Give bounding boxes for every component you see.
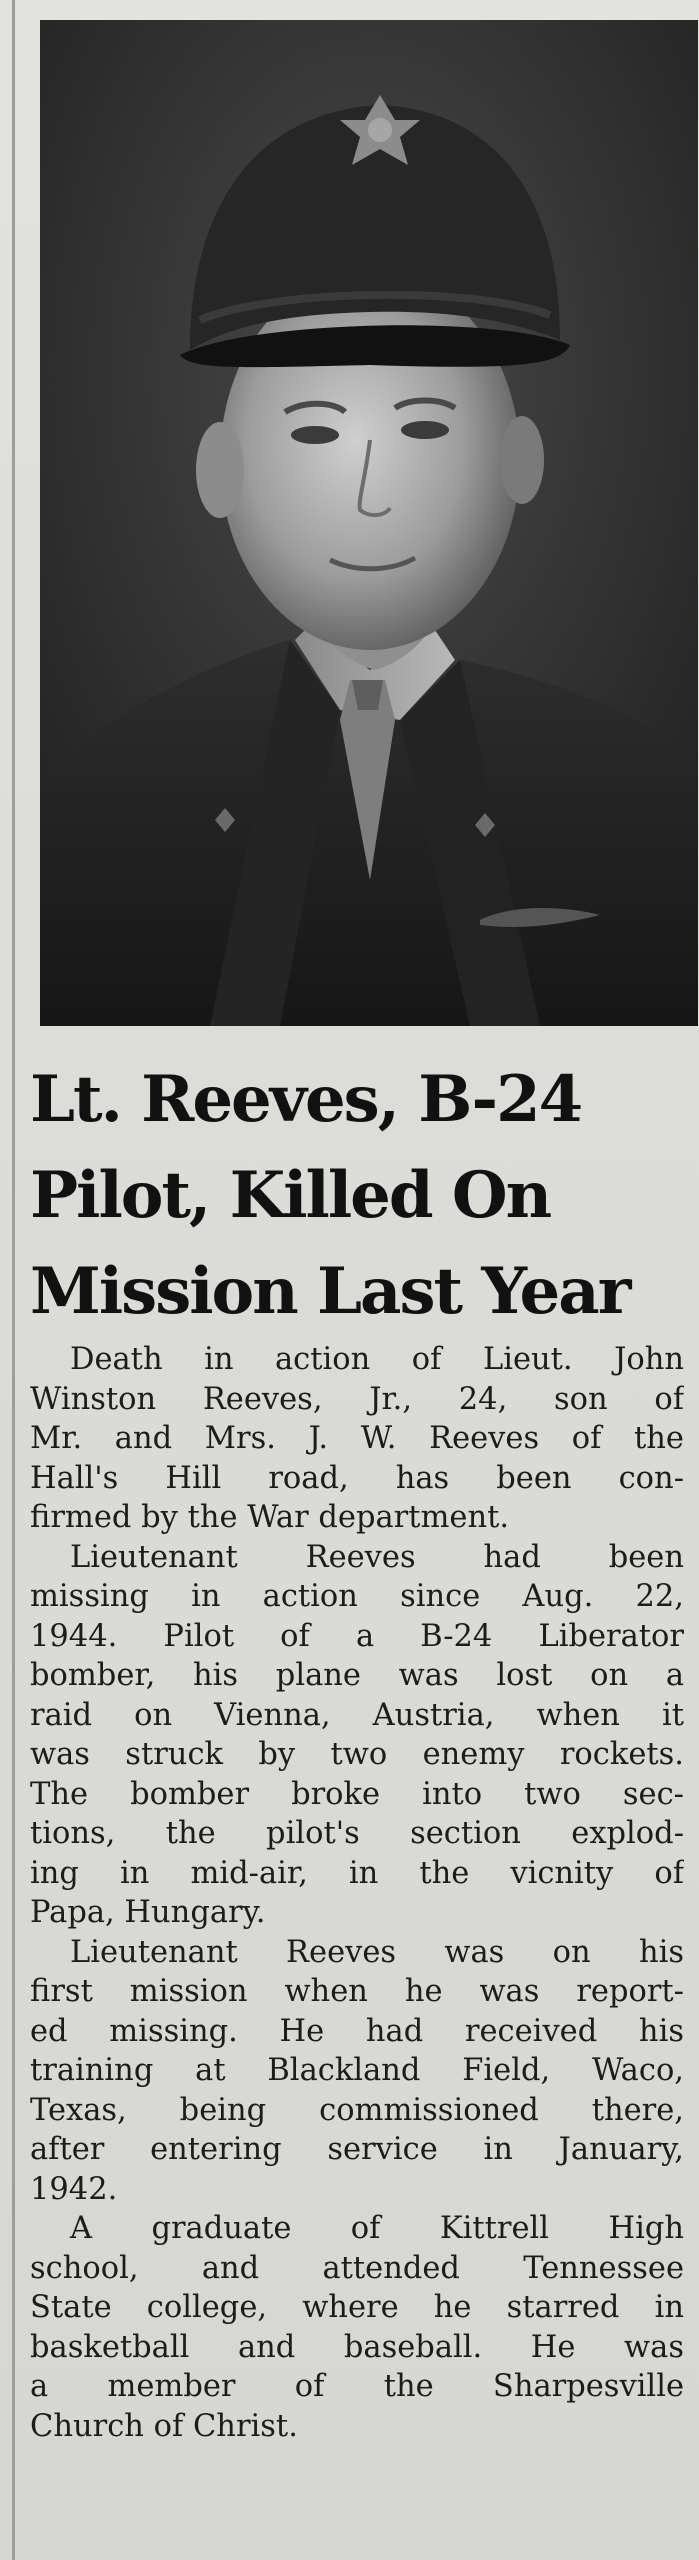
article-line: first mission when he was report- [30,1974,684,2009]
column-rule [12,0,15,2560]
article-line: missing in action since Aug. 22, [30,1579,684,1614]
headline-line: Lt. Reeves, B-24 [30,1062,582,1137]
headline [30,1052,690,1340]
article-line: Church of Christ. [30,2408,298,2444]
article-line: Lieutenant Reeves was on his [70,1934,684,1970]
article-line: ed missing. He had received his [30,2013,684,2049]
article-line: 1942. [30,2171,118,2207]
article-line: Papa, Hungary. [30,1895,266,1930]
article-line: training at Blackland Field, Waco, [30,2053,684,2088]
article-line: Winston Reeves, Jr., 24, son of [30,1381,684,1417]
article-line: Death in action of Lieut. John [70,1342,684,1377]
headline-line: Pilot, Killed On [30,1158,551,1233]
article-line: Lieutenant Reeves had been [70,1539,684,1575]
article-line: bomber, his plane was lost on a [30,1658,684,1693]
article-line: after entering service in January, [30,2132,684,2167]
article-line: State college, where he starred in [30,2290,684,2325]
article-line: basketball and baseball. He was [30,2329,684,2365]
portrait-photo [40,20,698,1026]
article-line: raid on Vienna, Austria, when it [30,1697,684,1733]
article-line: Hall's Hill road, has been con- [30,1460,684,1496]
article-line: 1944. Pilot of a B-24 Liberator [30,1618,684,1654]
article-line: firmed by the War department. [30,1500,510,1535]
headline-line: Mission Last Year [30,1254,630,1329]
article-line: was struck by two enemy rockets. [30,1737,684,1772]
article-line: school, and attended Tennessee [30,2250,684,2286]
portrait-image [40,20,698,1026]
article-line: A graduate of Kittrell High [70,2211,684,2246]
article-line: a member of the Sharpesville [30,2369,684,2404]
article-line: Texas, being commissioned there, [30,2092,684,2128]
article-line: The bomber broke into two sec- [30,1776,684,1812]
article-line: Mr. and Mrs. J. W. Reeves of the [30,1421,684,1456]
article-line: ing in mid-air, in the vicnity of [30,1855,684,1891]
article-body [30,1340,684,2446]
article-line: tions, the pilot's section explod- [30,1816,684,1851]
